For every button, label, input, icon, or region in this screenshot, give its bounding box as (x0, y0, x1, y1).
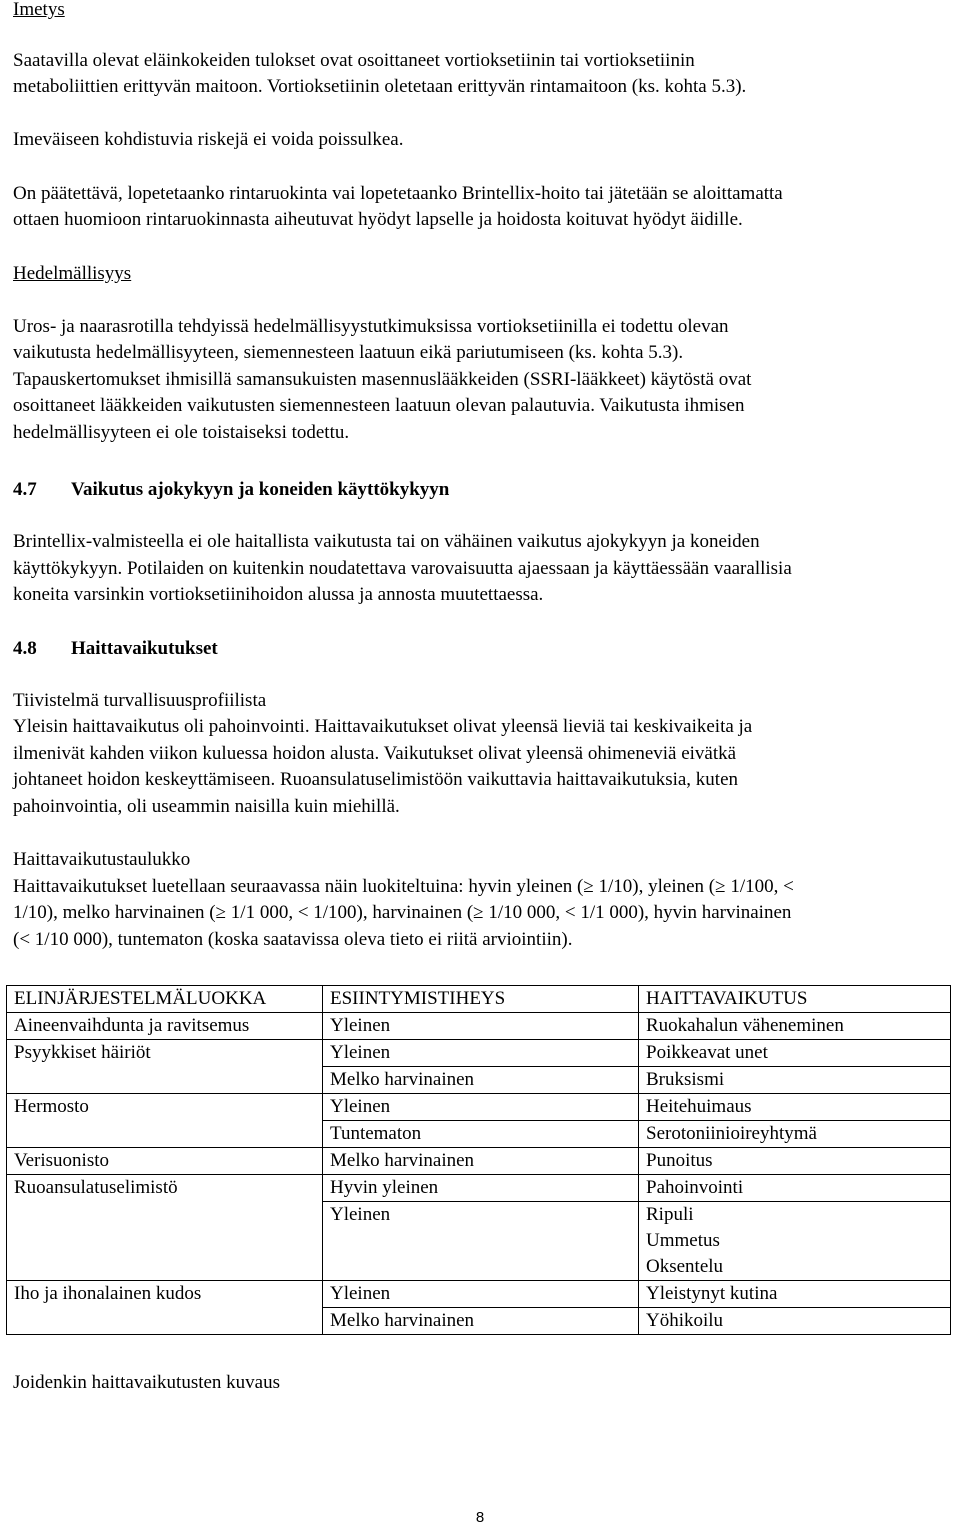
section-heading-hedelmallisyys: Hedelmällisyys (13, 263, 132, 284)
section-title: Vaikutus ajokykyyn ja koneiden käyttökykyyn (71, 479, 450, 500)
reaction-cell: Punoitus (639, 1148, 951, 1175)
section-number: 4.8 (13, 638, 37, 659)
frequency-cell: Melko harvinainen (323, 1148, 639, 1175)
organ-class-cell: Hermosto (7, 1094, 323, 1148)
subheading-summary: Tiivistelmä turvallisuusprofiilista (13, 690, 267, 711)
reaction-line: Oksentelu (646, 1256, 724, 1277)
paragraph-line: johtaneet hoidon keskeyttämiseen. Ruoansulatuselimistöön vaikuttavia haittavaikutuksia, kuten (13, 769, 739, 790)
paragraph-line: On päätettävä, lopetetaanko rintaruokinta vai lopetetaanko Brintellix-hoito tai jätetään se aloittamatta (13, 183, 783, 204)
organ-class-cell: Psyykkiset häiriöt (7, 1040, 323, 1094)
reaction-cell: Serotoniinioireyhtymä (639, 1121, 951, 1148)
paragraph-line: vaikutusta hedelmällisyyteen, siemennesteen laatuun eikä pariutumiseen (ks. kohta 5.3). (13, 342, 684, 363)
paragraph-line: Imeväiseen kohdistuvia riskejä ei voida poissulkea. (13, 129, 404, 150)
section-title: Haittavaikutukset (71, 638, 218, 659)
reaction-cell: Ruokahalun väheneminen (639, 1013, 951, 1040)
adverse-reactions-table (6, 985, 951, 1335)
table-header-row (7, 986, 951, 1013)
table-row (7, 1175, 951, 1202)
table-row (7, 1148, 951, 1175)
paragraph-line: osoittaneet lääkkeiden vaikutusten siemennesteen laatuun olevan palautuvia. Vaikutusta ihmisen (13, 395, 745, 416)
frequency-cell: Yleinen (323, 1281, 639, 1308)
paragraph-line: 1/10), melko harvinainen (≥ 1/1 000, < 1/100), harvinainen (≥ 1/10 000, < 1/1 000), hyvin harvinainen (13, 902, 792, 923)
table-row (7, 1281, 951, 1308)
paragraph-line: Brintellix-valmisteella ei ole haitallista vaikutusta tai on vähäinen vaikutus ajokykyyn ja koneiden (13, 531, 760, 552)
reaction-cell (639, 1202, 951, 1281)
section-heading-4-8 (13, 636, 218, 663)
organ-class-cell: Verisuonisto (7, 1148, 323, 1175)
frequency-cell: Yleinen (323, 1094, 639, 1121)
section-heading-4-7 (13, 477, 449, 504)
subheading-descriptions: Joidenkin haittavaikutusten kuvaus (13, 1372, 281, 1393)
paragraph-line: Saatavilla olevat eläinkokeiden tulokset ovat osoittaneet vortioksetiinin tai vortioksetiinin (13, 50, 695, 71)
paragraph-line: Haittavaikutukset luetellaan seuraavassa näin luokiteltuina: hyvin yleinen (≥ 1/10), yleinen (≥ 1/100, < (13, 876, 794, 897)
reaction-cell: Pahoinvointi (639, 1175, 951, 1202)
paragraph-line: metaboliittien erittyvän maitoon. Vortioksetiinin oletetaan erittyvän rintamaitoon (ks. kohta 5.3). (13, 76, 747, 97)
frequency-cell: Tuntematon (323, 1121, 639, 1148)
reaction-cell: Bruksismi (639, 1067, 951, 1094)
paragraph-line: Yleisin haittavaikutus oli pahoinvointi. Haittavaikutukset olivat yleensä lieviä tai keskivaikeita ja (13, 716, 753, 737)
paragraph-line: hedelmällisyyteen ei ole toistaiseksi todettu. (13, 422, 350, 443)
table-row (7, 1013, 951, 1040)
column-header: ESIINTYMISTIHEYS (323, 986, 639, 1013)
frequency-cell: Yleinen (323, 1013, 639, 1040)
reaction-cell: Yöhikoilu (639, 1308, 951, 1335)
frequency-cell: Yleinen (323, 1040, 639, 1067)
frequency-cell: Hyvin yleinen (323, 1175, 639, 1202)
reaction-cell: Poikkeavat unet (639, 1040, 951, 1067)
frequency-cell: Yleinen (323, 1202, 639, 1281)
column-header: HAITTAVAIKUTUS (639, 986, 951, 1013)
paragraph-line: koneita varsinkin vortioksetiinihoidon alussa ja annosta muutettaessa. (13, 584, 544, 605)
paragraph-line: ottaen huomioon rintaruokinnasta aiheutuvat hyödyt lapselle ja hoidosta koituvat hyödyt äidille. (13, 209, 743, 230)
paragraph-line: ilmenivät kahden viikon kuluessa hoidon alusta. Vaikutukset olivat yleensä ohimeneviä eivätkä (13, 743, 737, 764)
reaction-line: Ripuli (646, 1204, 694, 1225)
reaction-cell: Yleistynyt kutina (639, 1281, 951, 1308)
subheading-table: Haittavaikutustaulukko (13, 849, 191, 870)
table-row (7, 1094, 951, 1121)
frequency-cell: Melko harvinainen (323, 1308, 639, 1335)
page-number: 8 (475, 1509, 485, 1526)
section-number: 4.7 (13, 479, 37, 500)
reaction-cell: Heitehuimaus (639, 1094, 951, 1121)
table-row (7, 1040, 951, 1067)
organ-class-cell: Iho ja ihonalainen kudos (7, 1281, 323, 1335)
paragraph-line: (< 1/10 000), tuntematon (koska saatavissa oleva tieto ei riitä arviointiin). (13, 929, 573, 950)
reaction-line: Ummetus (646, 1230, 720, 1251)
section-heading-imetys: Imetys (13, 0, 65, 20)
column-header: ELINJÄRJESTELMÄLUOKKA (7, 986, 323, 1013)
paragraph-line: Uros- ja naarasrotilla tehdyissä hedelmällisyystutkimuksissa vortioksetiinilla ei todettu olevan (13, 316, 729, 337)
organ-class-cell: Ruoansulatuselimistö (7, 1175, 323, 1281)
paragraph-line: Tapauskertomukset ihmisillä samansukuisten masennuslääkkeiden (SSRI-lääkkeet) käytöstä ovat (13, 369, 752, 390)
paragraph-line: pahoinvointia, oli useammin naisilla kuin miehillä. (13, 796, 400, 817)
frequency-cell: Melko harvinainen (323, 1067, 639, 1094)
organ-class-cell: Aineenvaihdunta ja ravitsemus (7, 1013, 323, 1040)
paragraph-line: käyttökykyyn. Potilaiden on kuitenkin noudatettava varovaisuutta ajaessaan ja käyttäessään vaarallisia (13, 558, 792, 579)
